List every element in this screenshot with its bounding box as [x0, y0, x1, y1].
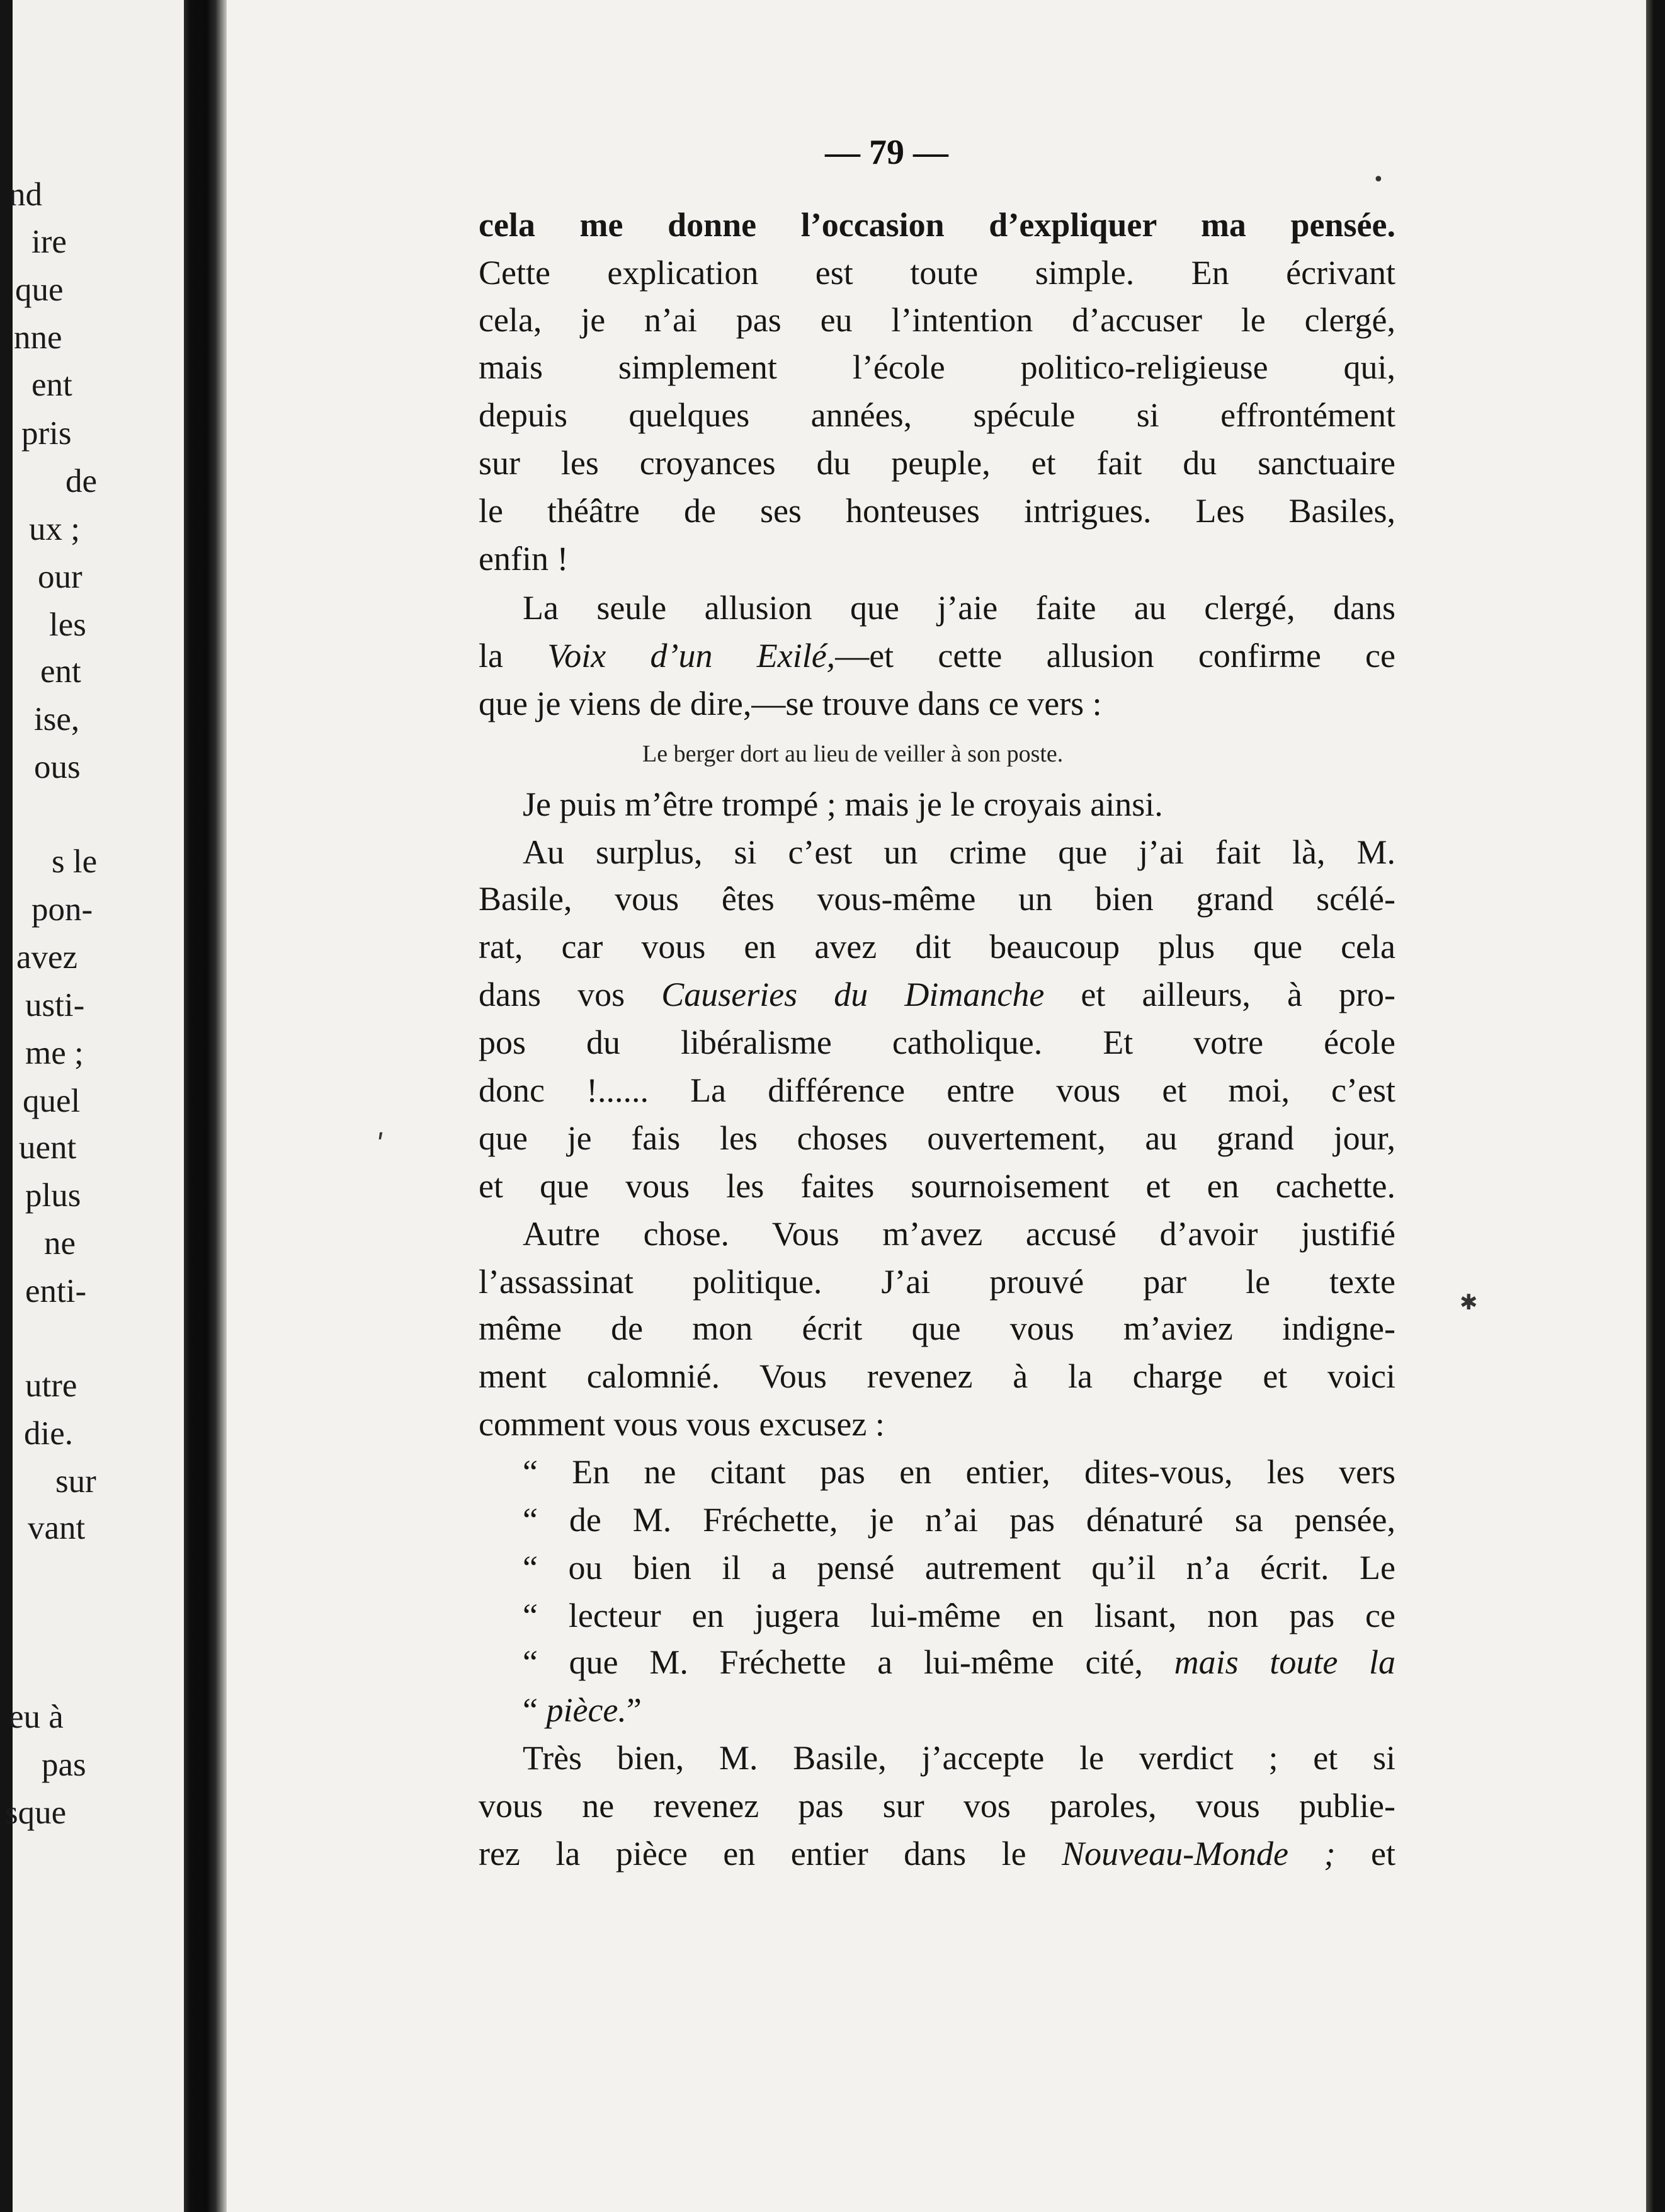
text-line [479, 639, 1395, 673]
ink-speck: ʹ [377, 1129, 385, 1163]
text-run: Cette explication est toute simple. En écrivant [479, 254, 1395, 292]
text-line [479, 1169, 1395, 1203]
text-line [523, 1217, 1395, 1251]
text-line [479, 208, 1395, 242]
text-run: que je fais les choses ouvertement, au grand jour, [479, 1119, 1395, 1157]
left-fragment: nd [9, 176, 42, 213]
text-run: “ [523, 1691, 547, 1729]
text-run: Au surplus, si c’est un crime que j’ai fait là, M. [523, 833, 1395, 871]
italic-text: Causeries du Dimanche [661, 976, 1045, 1013]
scan-left-border [0, 0, 13, 2212]
text-run: le théâtre de ses honteuses intrigues. Les Basiles, [479, 492, 1395, 530]
left-fragment: enti- [25, 1273, 87, 1309]
italic-text: mais toute la [1174, 1643, 1395, 1681]
left-fragment: ent [31, 367, 72, 403]
verse-quote [642, 742, 1335, 766]
text-run: vous ne revenez pas sur vos paroles, vous publie- [479, 1787, 1395, 1825]
left-fragment: usti- [25, 987, 85, 1023]
left-fragment: plus [25, 1177, 81, 1214]
text-run: dans vos [479, 976, 662, 1013]
text-line [523, 1645, 1395, 1679]
text-run: comment vous vous excusez : [479, 1405, 885, 1443]
left-fragment: avez [16, 939, 78, 976]
left-fragment: ise, [34, 701, 80, 738]
text-line [479, 978, 1395, 1012]
text-run: la [479, 637, 548, 675]
text-line [479, 446, 1395, 480]
text-run: sur les croyances du peuple, et fait du sanctuaire [479, 444, 1395, 482]
text-line [523, 1455, 1395, 1489]
text-line [479, 350, 1395, 384]
left-fragment: uent [19, 1129, 77, 1166]
text-run: “ ou bien il a pensé autrement qu’il n’a écrit. Le [523, 1549, 1395, 1587]
left-fragment: our [38, 559, 82, 595]
text-line [523, 1741, 1395, 1775]
text-run: “ de M. Fréchette, je n’ai pas dénaturé sa pensée, [523, 1501, 1395, 1539]
left-fragment: pas [42, 1747, 86, 1783]
text-run: que je viens de dire,—se trouve dans ce vers : [479, 685, 1102, 722]
text-run: donc !...... La différence entre vous et moi, c’est [479, 1071, 1395, 1109]
scan-right-border [1646, 0, 1665, 2212]
text-line [479, 398, 1395, 432]
left-fragment: vant [28, 1510, 86, 1546]
text-line [479, 930, 1395, 964]
text-line [479, 542, 1395, 576]
text-run: Basile, vous êtes vous-même un bien grand scélé- [479, 880, 1395, 918]
text-run: cela, je n’ai pas eu l’intention d’accuser le clergé, [479, 301, 1395, 339]
text-run: ment calomnié. Vous revenez à la charge et voici [479, 1357, 1395, 1395]
text-line [479, 303, 1395, 337]
text-run: “ En ne citant pas en entier, dites-vous, les vers [523, 1453, 1395, 1491]
left-fragment: eu à [9, 1699, 64, 1735]
text-line [523, 1693, 1395, 1727]
text-line [479, 494, 1395, 528]
left-fragment: les [49, 607, 86, 643]
text-line [479, 1121, 1395, 1155]
ink-speck: • [1373, 169, 1384, 191]
left-fragment: de [65, 463, 98, 499]
text-run: rat, car vous en avez dit beaucoup plus que cela [479, 928, 1395, 966]
text-line [479, 1025, 1395, 1059]
text-run: et [1335, 1835, 1395, 1873]
text-run: mais simplement l’école politico-religieuse qui, [479, 348, 1395, 386]
text-run: —et cette allusion confirme ce [835, 637, 1395, 675]
book-gutter [184, 0, 227, 2212]
text-run: enfin ! [479, 540, 569, 578]
text-line [523, 787, 1395, 821]
text-run: Très bien, M. Basile, j’accepte le verdict ; et si [523, 1739, 1395, 1777]
left-fragment: quel [23, 1083, 81, 1119]
left-fragment: ire [31, 224, 67, 260]
left-fragment: sur [55, 1463, 96, 1500]
text-line [479, 1789, 1395, 1823]
left-fragment: pon- [31, 891, 93, 928]
text-run: ” [626, 1691, 642, 1729]
text-run: même de mon écrit que vous m’aviez indigne- [479, 1309, 1395, 1347]
text-run: et que vous les faites sournoisement et en cachette. [479, 1167, 1395, 1205]
text-run: Je puis m’être trompé ; mais je le croyais ainsi. [523, 785, 1163, 823]
text-run: Le berger dort au lieu de veiller à son poste. [642, 741, 1064, 767]
left-fragment: ent [40, 653, 81, 690]
left-fragment: me ; [25, 1035, 84, 1071]
italic-text: Voix d’un Exilé, [547, 637, 836, 675]
left-fragment: nne [14, 319, 62, 356]
text-run: rez la pièce en entier dans le [479, 1835, 1062, 1873]
left-fragment: ous [34, 749, 81, 785]
page-number: — 79 — [825, 133, 948, 172]
ink-speck: ✱ [1460, 1290, 1478, 1315]
text-line [523, 1551, 1395, 1585]
left-fragment: ux ; [29, 511, 80, 547]
left-fragment: que [15, 271, 64, 308]
text-run: Autre chose. Vous m’avez accusé d’avoir justifié [523, 1215, 1395, 1253]
text-run: l’assassinat politique. J’ai prouvé par le texte [479, 1263, 1395, 1301]
text-run: pos du libéralisme catholique. Et votre école [479, 1023, 1395, 1061]
text-run: et ailleurs, à pro- [1044, 976, 1395, 1013]
text-run: cela me donne l’occasion d’expliquer ma pensée. [479, 206, 1395, 244]
left-fragment: ne [44, 1225, 76, 1262]
italic-text: pièce. [546, 1691, 627, 1729]
left-fragment: sque [5, 1794, 67, 1831]
left-fragment: s le [52, 843, 98, 880]
text-run: depuis quelques années, spécule si effrontément [479, 396, 1395, 434]
left-fragment: die. [24, 1415, 73, 1452]
text-line [523, 591, 1395, 625]
text-line [479, 1265, 1395, 1299]
left-fragment: utre [25, 1367, 77, 1404]
text-line [479, 1407, 1395, 1441]
text-line [479, 256, 1395, 290]
text-line [523, 835, 1395, 869]
text-line [479, 1073, 1395, 1107]
text-line [479, 1837, 1395, 1871]
text-line [479, 687, 1395, 721]
text-line [479, 882, 1395, 916]
italic-text: Nouveau-Monde ; [1062, 1835, 1336, 1873]
text-run: “ que M. Fréchette a lui-même cité, [523, 1643, 1174, 1681]
text-run: “ lecteur en jugera lui-même en lisant, non pas ce [523, 1597, 1395, 1634]
left-fragment: pris [21, 415, 72, 452]
text-line [479, 1359, 1395, 1393]
text-line [523, 1599, 1395, 1633]
text-line [523, 1503, 1395, 1537]
text-line [479, 1311, 1395, 1345]
text-run: La seule allusion que j’aie faite au clergé, dans [523, 589, 1395, 627]
